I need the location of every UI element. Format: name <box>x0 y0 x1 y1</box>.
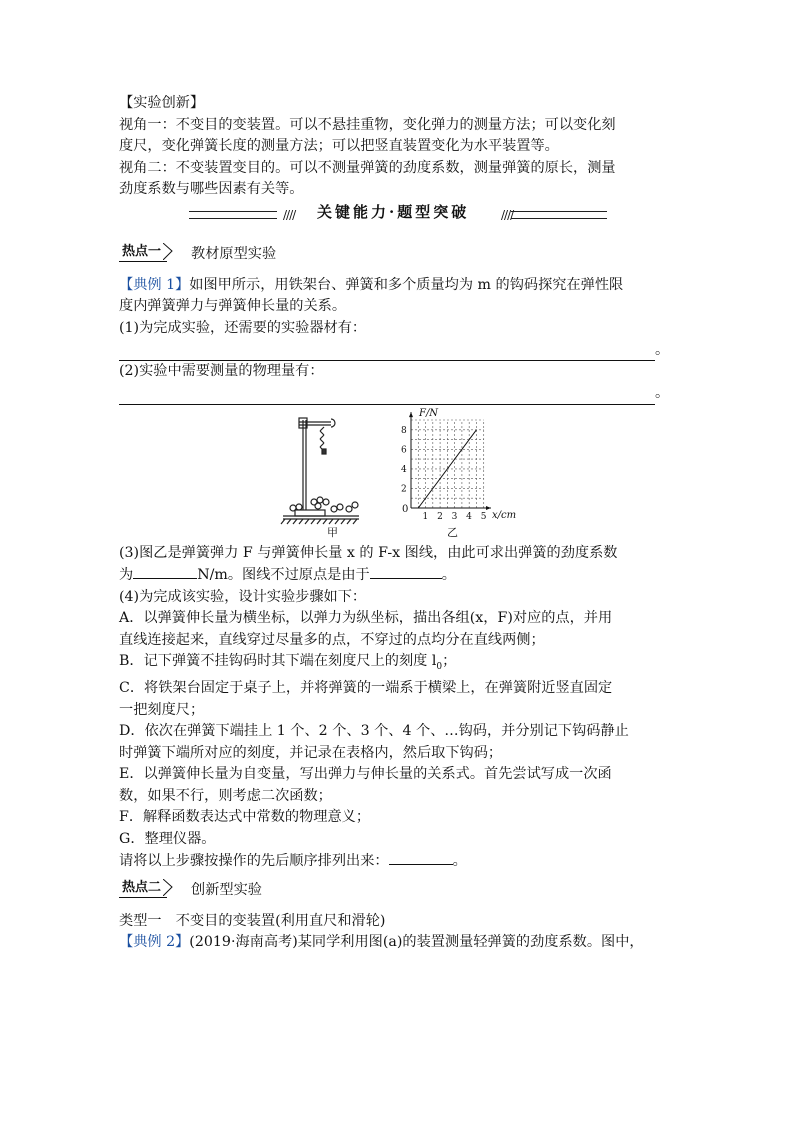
step-line: D．依次在弹簧下端挂上 1 个、2 个、3 个、4 个、…钩码，并分别记下钩码静止 <box>119 723 629 740</box>
x-axis-label: x/cm <box>492 509 517 521</box>
example-one-line: 度内弹簧弹力与弹簧伸长量的关系。 <box>119 298 347 314</box>
force-extension-chart <box>401 412 491 522</box>
title-slash-right: //// <box>501 207 514 222</box>
answer-blank <box>119 344 655 361</box>
title-rule-right <box>511 211 607 219</box>
figure-caption-right: 乙 <box>447 525 458 539</box>
step-line: B．记下弹簧不挂钩码时其下端在刻度尺上的刻度 $l_0$； <box>119 653 457 672</box>
figure <box>119 405 679 543</box>
answer-line-1: 。 <box>119 339 679 361</box>
x-tick-label: 3 <box>451 511 458 522</box>
y-axis-arrow-icon <box>409 412 413 417</box>
section-title-text: 关键能力·题型突破 <box>317 202 470 221</box>
reason-blank[interactable] <box>370 564 442 579</box>
y-tick-label: 2 <box>401 483 407 494</box>
innovation-line: 视角一：不变目的变装置。可以不悬挂重物，变化弹力的测量方法；可以变化刻 <box>119 116 616 133</box>
step-line: G．整理仪器。 <box>119 830 216 847</box>
x-tick-label: 5 <box>480 511 487 522</box>
order-question: 请将以上步骤按操作的先后顺序排列出来： 。 <box>119 850 679 873</box>
hotspot-arrow-icon <box>163 879 173 896</box>
step-line: A．以弹簧伸长量为横坐标，以弹力为纵坐标，描出各组(x，F)对应的点，并用 <box>119 610 613 626</box>
step-line: C．将铁架台固定于桌子上，并将弹簧的一端系于横梁上，在弹簧附近竖直固定 <box>119 680 613 697</box>
innovation-line: 视角二：不变装置变目的。可以不测量弹簧的劲度系数，测量弹簧的原长，测量 <box>119 159 616 176</box>
step-line: F．解释函数表达式中常数的物理意义； <box>119 809 371 826</box>
order-blank[interactable] <box>389 850 453 865</box>
hotspot-two <box>119 879 679 903</box>
question-1: (1)为完成实验，还需要的实验器材有： <box>119 319 367 336</box>
hotspot-one <box>119 243 679 267</box>
example-tag: 【典例 1】 <box>119 276 190 293</box>
question-3-line-2: 为 N/m。图线不过原点是由于 。 <box>119 564 679 587</box>
hotspot-label: 创新型实验 <box>191 881 262 898</box>
question-4-intro: (4)为完成该实验，设计实验步骤如下： <box>119 588 367 605</box>
stiffness-blank[interactable] <box>133 564 197 579</box>
y-axis-label: F/N <box>419 407 439 419</box>
question-2: (2)实验中需要测量的物理量有： <box>119 363 324 379</box>
innovation-line: 度尺，变化弹簧长度的测量方法；可以把竖直装置变化为水平装置等。 <box>119 138 559 154</box>
step-line: E．以弹簧伸长量为自变量，写出弹力与伸长量的关系式。首先尝试写成一次函 <box>119 766 612 783</box>
x-tick-label: 4 <box>466 511 472 522</box>
figure-svg <box>119 405 679 543</box>
answer-blank <box>119 388 655 405</box>
innovation-heading: 【实验创新】 <box>119 95 205 111</box>
iron-stand-apparatus <box>281 418 359 524</box>
hotspot-arrow-icon <box>163 243 173 260</box>
example-two: 【典例 2】(2019·海南高考)某同学利用图(a)的装置测量轻弹簧的劲度系数。图中， <box>119 934 644 951</box>
example-one: 【典例 1】如图甲所示，用铁架台、弹簧和多个质量均为 m 的钩码探究在弹性限 <box>119 276 624 293</box>
x-tick-label: 2 <box>437 511 443 522</box>
type-one-heading: 类型一 不变目的变装置(利用直尺和滑轮) <box>119 912 386 929</box>
title-slash-left: //// <box>283 207 296 222</box>
title-rule-left <box>189 211 277 219</box>
y-tick-label: 4 <box>401 464 407 475</box>
step-line: 一把刻度尺； <box>119 701 205 718</box>
step-line: 直线连接起来，直线穿过尽量多的点，不穿过的点均分在直线两侧； <box>119 631 545 648</box>
answer-line-2: 。 <box>119 383 679 405</box>
x-axis-arrow-icon <box>486 506 491 510</box>
x-tick-label: 1 <box>422 511 429 522</box>
document-page <box>119 93 679 954</box>
hotspot-tag: 热点二 <box>119 879 167 898</box>
figure-caption-left: 甲 <box>327 525 338 539</box>
innovation-section <box>119 93 679 201</box>
hotspot-tag: 热点一 <box>119 243 167 262</box>
y-tick-label: 8 <box>401 425 407 436</box>
step-line: 数，如果不行，则考虑二次函数； <box>119 787 332 804</box>
innovation-line: 劲度系数与哪些因素有关等。 <box>119 181 304 197</box>
section-title <box>119 202 679 234</box>
example-tag: 【典例 2】 <box>119 934 190 951</box>
question-3-line-1: (3)图乙是弹簧弹力 F 与弹簧伸长量 x 的 F-x 图线，由此可求出弹簧的劲度系数 <box>119 544 618 561</box>
hotspot-label: 教材原型实验 <box>191 245 277 262</box>
y-tick-label: 6 <box>401 444 407 455</box>
step-line: 时弹簧下端所对应的刻度，并记录在表格内，然后取下钩码； <box>119 744 503 761</box>
origin-label: 0 <box>402 503 409 515</box>
